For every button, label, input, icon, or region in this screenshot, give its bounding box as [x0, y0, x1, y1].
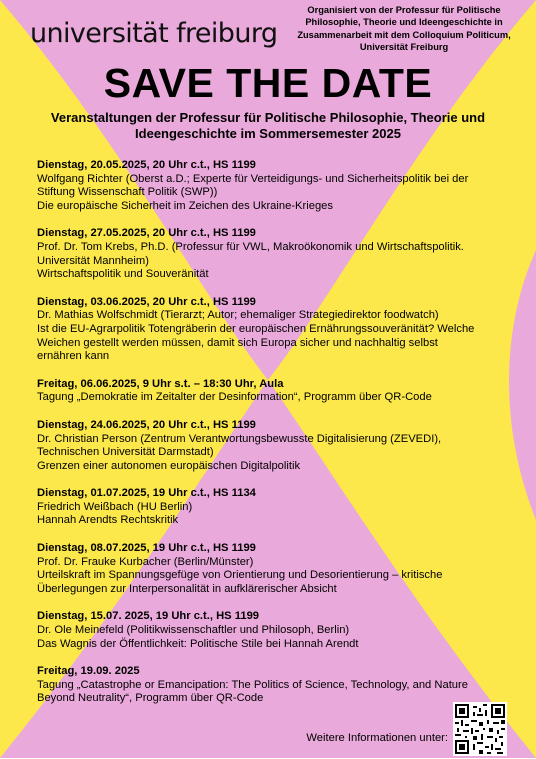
event-line: Friedrich Weißbach (HU Berlin)	[37, 500, 193, 513]
more-info-label: Weitere Informationen unter:	[306, 732, 448, 744]
event-date: Dienstag, 20.05.2025, 20 Uhr c.t., HS 1199	[37, 159, 256, 171]
event-item	[37, 419, 507, 473]
event-line: Stiftung Wissenschaft Politik (SWP))	[37, 186, 218, 199]
event-item	[37, 610, 507, 651]
organizer-line: Universität Freiburg	[359, 42, 449, 53]
page-title: SAVE THE DATE	[103, 60, 433, 106]
event-line: Weichen gestellt werden müssen, damit sich Europa sicher und nachhaltig selbst	[37, 336, 438, 349]
organizer-line: Zusammenarbeit mit dem Colloquium Politicum,	[297, 29, 511, 40]
event-item	[37, 159, 507, 213]
subtitle-line: Veranstaltungen der Professur für Politische Philosophie, Theorie und	[50, 110, 486, 125]
event-line: Prof. Dr. Tom Krebs, Ph.D. (Professur für VWL, Makroökonomik und Wirtschaftspolitik.	[37, 240, 464, 253]
event-date: Dienstag, 01.07.2025, 19 Uhr c.t., HS 1134	[37, 487, 256, 500]
event-date: Freitag, 19.09. 2025	[37, 665, 140, 678]
event-line: Ist die EU-Agrarpolitik Totengräberin der europäischen Ernährungssouveränität? Welche	[37, 322, 475, 335]
event-item	[37, 487, 507, 528]
event-item	[37, 542, 507, 596]
event-line: Tagung „Demokratie im Zeitalter der Desinformation“, Programm über QR-Code	[37, 391, 432, 404]
event-date: Dienstag, 03.06.2025, 20 Uhr c.t., HS 1199	[37, 295, 256, 308]
event-line: Dr. Ole Meinefeld (Politikwissenschaftler und Philosoph, Berlin)	[37, 624, 350, 637]
event-line: Beyond Neutrality“, Programm über QR-Code	[37, 692, 264, 705]
event-item	[37, 296, 507, 364]
page-subtitle	[40, 110, 496, 142]
event-item	[37, 378, 507, 405]
event-line: Dr. Mathias Wolfschmidt (Tierarzt; Autor; ehemaliger Strategiedirektor foodwatch)	[37, 309, 439, 322]
event-date: Dienstag, 27.05.2025, 20 Uhr c.t., HS 1199	[37, 227, 256, 240]
event-item	[37, 227, 507, 281]
event-date: Dienstag, 08.07.2025, 19 Uhr c.t., HS 1199	[37, 542, 256, 555]
event-item	[37, 665, 507, 706]
event-line: Hannah Arendts Rechtskritik	[37, 514, 179, 527]
event-line: Tagung „Catastrophe or Emancipation: The Politics of Science, Technology, and Nature	[37, 678, 468, 691]
event-date: Dienstag, 15.07. 2025, 19 Uhr c.t., HS 1199	[37, 610, 260, 623]
organizer-note	[286, 4, 522, 54]
event-date: Dienstag, 24.06.2025, 20 Uhr c.t., HS 1199	[37, 418, 256, 431]
event-line: Wolfgang Richter (Oberst a.D.; Experte für Verteidigungs- und Sicherheitspolitik bei der	[37, 172, 469, 185]
event-line: Urteilskraft im Spannungsgefüge von Orientierung und Desorientierung – kritische	[37, 569, 443, 582]
event-date: Freitag, 06.06.2025, 9 Uhr s.t. – 18:30 Uhr, Aula	[37, 377, 284, 390]
event-line: Überlegungen zur Interpersonalität in aufklärerischer Absicht	[37, 582, 337, 595]
event-line: ernähren kann	[37, 350, 110, 363]
qr-code-icon[interactable]	[453, 702, 507, 756]
event-line: Grenzen einer autonomen europäischen Digitalpolitik	[37, 459, 301, 472]
event-line: Wirtschaftspolitik und Souveränität	[37, 268, 209, 281]
qr-code-graphic	[455, 704, 505, 754]
event-line: Das Wagnis der Öffentlichkeit: Politische Stile bei Hannah Arendt	[37, 637, 359, 650]
event-list	[37, 159, 507, 720]
subtitle-line: Ideengeschichte im Sommersemester 2025	[135, 126, 401, 141]
event-line: Die europäische Sicherheit im Zeichen des Ukraine-Krieges	[37, 199, 333, 212]
event-line: Technischen Universität Darmstadt)	[37, 446, 214, 459]
event-line: Universität Mannheim)	[37, 254, 149, 267]
university-logo: universität freiburg	[30, 18, 278, 49]
organizer-line: Philosophie, Theorie und Ideengeschichte in	[305, 17, 503, 28]
event-line: Prof. Dr. Frauke Kurbacher (Berlin/Münster)	[37, 555, 254, 568]
organizer-line: Organisiert von der Professur für Politische	[307, 5, 501, 15]
event-line: Dr. Christian Person (Zentrum Verantwortungsbewusste Digitalisierung (ZEVEDI),	[37, 432, 442, 445]
